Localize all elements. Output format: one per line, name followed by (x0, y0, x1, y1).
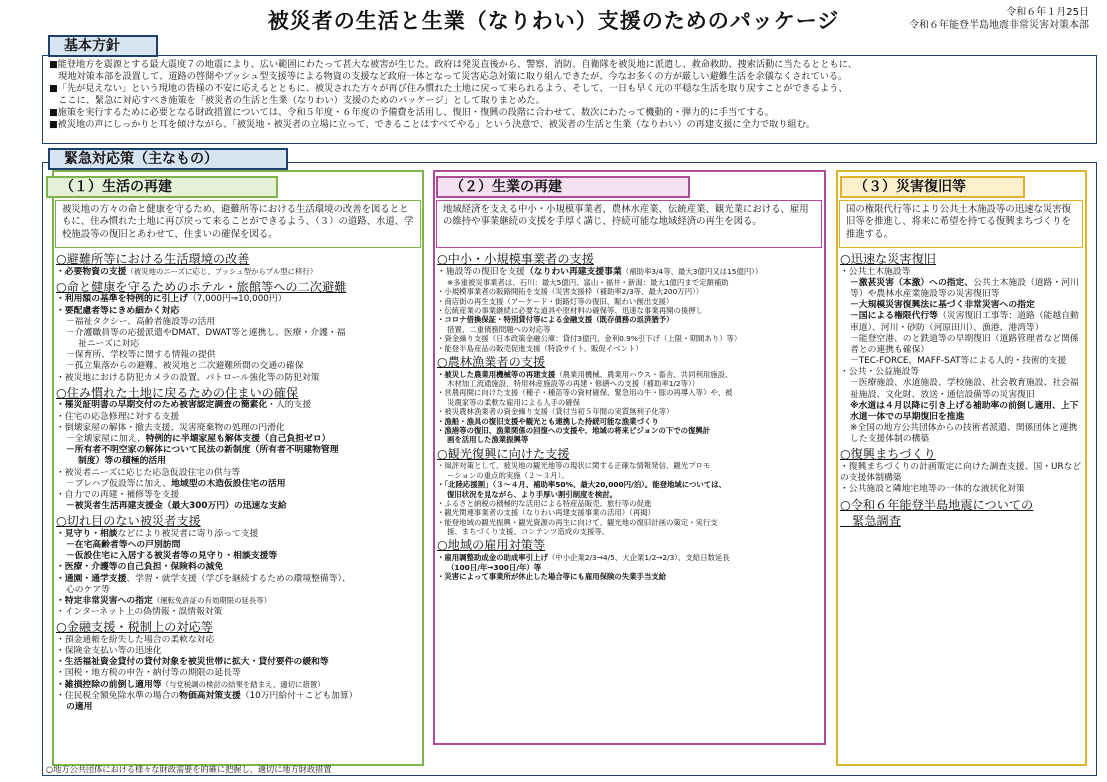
item: ・施設等の復旧を支援 (437, 266, 525, 277)
item-emph: （なりわい再建支援事業 (524, 266, 622, 277)
column-1-heading: （１）生活の再建 (46, 176, 278, 198)
policy-line: 現地対策本部を設置して、道路の啓開やプッシュ型支援等による物資の支援など政府一体となって災害応急対策に取り組んできたが、今なお多くの方が厳しい避難生活を余儀なくされている。 (49, 71, 848, 83)
column-2-heading: （２）生業の再建 (436, 176, 690, 198)
item-emph: 地域型の木造仮設住宅の活用 (171, 478, 286, 489)
item-emph: 漁業関係の回復への支援や、地域の将来ビジョンの下での復興計 (496, 425, 711, 435)
item: ・伝統産業の事業継続に必要な道具や原材料の確保等、迅速な事業再開の後押し (437, 305, 704, 315)
item-note: ※多重被災事業者は、石川：最大5億円、富山・福井・新潟：最大1億円まで定額補助 (447, 277, 729, 287)
subsection-heading: ○命と健康を守るためのホテル・旅館等への二次避難 (56, 279, 347, 294)
item: －所有者不明空家の解体について民法の新制度（所有者不明建物管理 (66, 445, 339, 456)
item: －全壊家屋に加え、 (66, 433, 146, 444)
item: 災農家等の柔軟な雇用による人手の確保 (447, 397, 581, 407)
item: ・復興まちづくりの計画策定に向けた調査支援、国・URなどの支援体制構築 (840, 462, 1082, 484)
item: －大規模災害復興法に基づく非常災害への指定 (850, 300, 1035, 311)
item: の適用 (66, 701, 93, 712)
item: ・漁港等の復旧、 (437, 425, 497, 435)
item: ・被災地における防犯カメラの設置、パトロール強化等の防犯対策 (56, 372, 320, 383)
item-note: ・人的支援 (267, 400, 312, 411)
item-note: 、学習・就学支援（学びを継続するための環境整備等）、 (126, 573, 351, 584)
column-1-intro: 被災地の方々の命と健康を守るため、避難所等における生活環境の改善を図るとともに、住み慣れた土地に再び戻って来ることができるよう、（３）の道路、水道、学校施設等の復旧とあわせて、住まいの確保を図る。 (55, 200, 421, 248)
item-emph: 特例的に半壊家屋も解体支援（自己負担ゼロ） (145, 433, 331, 444)
item: ・預金通帳を紛失した場合の柔軟な対応 (56, 634, 215, 645)
item-emph: 物価高対策支援 (179, 690, 241, 701)
item: ・公共施設と隣地宅地等の一体的な液状化対策 (840, 484, 1025, 495)
item-note: 木材加工流通施設、特用林産施設等の再建・修繕への支援（補助率1/2等）） (447, 378, 700, 388)
item: －プレハブ仮設等に加え、 (66, 478, 172, 489)
item: 心のケア等 (66, 584, 110, 595)
item: －仮設住宅に入居する被災者等の見守り・相談支援等 (66, 551, 278, 562)
item: ・被災農林漁業者の資金繰り支援（貸付当初５年間の実質無利子化等） (437, 407, 674, 417)
item: ・住民税全額免除水準の場合の (56, 690, 180, 701)
item: ・雑損控除の前倒し適用等 (56, 679, 162, 690)
column-2-content (437, 250, 823, 581)
subsection-heading: ○住み慣れた土地に戻るための住まいの確保 (56, 385, 299, 400)
column-3-intro: 国の権限代行等により公共土木施設等の迅速な災害復旧等を推進し、将来に希望を持てる復興まちづくりを推進する。 (839, 200, 1083, 248)
item: －激甚災害（本激）への指定、 (850, 277, 974, 288)
footnote: ○地方公共団体における様々な財政需要を的確に把握し、適切に地方財政措置 (46, 764, 332, 774)
subsection-heading: ○迅速な災害復旧 (840, 252, 936, 266)
policy-line: ■「先が見えない」という現地の皆様の不安に応えるとともに、被災された方々が再び住み慣れた土地に戻って来られるよう、そして、一日も早く元の平穏な生活を取り戻すことができるよう、 (49, 83, 848, 95)
item: ・ふるさと納税の積極的な活用による特産品販売、旅行等の促進 (437, 498, 652, 508)
item: ・商店街の再生支援（アーケード・街路灯等の復旧、賑わい創出支援） (437, 296, 674, 306)
subsection-heading: ○中小・小規模事業者の支援 (437, 252, 594, 266)
item-note: （補助率3/4等、最大3億円又は15億円）） (621, 266, 763, 276)
item: ・必要物資の支援 (56, 266, 127, 277)
item: ・国税・地方税の申告・納付等の期限の延長等 (56, 668, 241, 679)
item-note: （与党税調の検討の結果を踏まえ、適切に措置） (161, 679, 325, 689)
item: ・被災者ニーズに応じた応急仮設住宅の供与等 (56, 467, 241, 478)
item: ・災害によって事業所が休止した場合等にも雇用保険の失業手当支給 (437, 571, 667, 581)
item-note: （10万円給付＋こども加算） (240, 690, 358, 701)
item-note: （7,000円⇒10,000円） (187, 294, 287, 305)
column-3-content (840, 250, 1083, 529)
item: ・自力での再建・補修等を支援 (56, 489, 180, 500)
item: ・生活福祉資金貸付の貸付対象を被災世帯に拡大・貸付要件の緩和等 (56, 657, 329, 668)
item: ・被災した農業用機械等の再建支援 (437, 369, 556, 379)
item: ・見守り・相談 (56, 528, 118, 539)
item: ・能登半島産品の販売促進支援（特設サイト、販促イベント） (437, 343, 643, 353)
subsection-heading: ○復興まちづくり (840, 447, 936, 462)
subsection-heading: ○農林漁業者の支援 (437, 354, 546, 369)
dateline (909, 6, 1089, 32)
date-text: 令和６年１月25日 (1006, 7, 1089, 18)
item: ・保険金支払い等の迅速化 (56, 646, 162, 657)
emergency-header: 緊急対応策（主なもの） (48, 148, 288, 170)
item: ・小規模事業者の販路開拓を支援（災害支援枠（補助率2/3等、最大200万円）） (437, 287, 704, 297)
item-emph: や観光とも連携した持続可能な漁業づくり (518, 416, 659, 426)
policy-line: ■被災地の声にしっかりと耳を傾けながら、「被災地・被災者の立場に立って、できることはすべてやる」という決意で、被災者の生活と生業（なりわい）の再建支援に全力で取り組む。 (49, 119, 816, 131)
item: ・「北陸応援割」 (437, 480, 493, 490)
page-title: 被災者の生活と生業（なりわい）支援のためのパッケージ (267, 9, 840, 33)
item: －能登空港、のと鉄道等の早期復旧（道路管理者など関係者との連携も確保） (850, 333, 1079, 355)
item-note: などにより被災者に寄り添って支援 (117, 528, 259, 539)
item: ※水道は４月以降に引き上げる補助率の前倒し適用、上下水道一体での早期復旧を推進 (850, 400, 1079, 422)
item: 画を活用した漁業振興等 (447, 435, 529, 445)
item: －医療施設、水道施設、学校施設、社会教育施設、社会福祉施設、文化財、放送・通信設備等の災害復旧 (850, 378, 1079, 400)
item: ーションの重点的実施（２～３月）。 (447, 470, 569, 480)
subsection-heading: ○金融支援・税制上の対応等 (56, 620, 213, 635)
item: ・コロナ借換保証・特別貸付等による金融支援（既存債務の返済猶予） (437, 315, 674, 325)
item: －福祉タクシー、高齢者施設等の活用 (66, 316, 216, 327)
item: －在宅高齢者等への戸別訪問 (66, 540, 181, 550)
item: ・通園・通学支援 (56, 573, 127, 584)
subsection-heading: 緊急調査 (840, 514, 901, 529)
item: ・特定非常災害への指定 (56, 595, 153, 606)
item: ・倒壊家屋の解体・撤去支援、災害廃棄物の処理の円滑化 (56, 422, 285, 433)
item-note: 公共土木施設（道路・河川等）や農林水産業施設等の災害復旧等 (850, 277, 1079, 299)
item: －TEC-FORCE、MAFF-SAT等による人的・技術的支援 (850, 356, 1067, 367)
policy-line: ■能登地方を震源とする最大震度７の地震により、広い範囲にわたって甚大な被害が生じた。政府は発災直後から、警察、消防、自衛隊を被災地に派遣し、救命救助、捜索活動に当たるとともに、 (49, 59, 857, 70)
item: ・要配慮者等にきめ細かく対応 (56, 305, 180, 316)
item: 援、まちづくり支援、コンテンツ造成の支援等。 (447, 527, 610, 537)
item: ・公共・公益施設等 (840, 367, 920, 378)
subsection-heading: ○切れ目のない被災者支援 (56, 514, 201, 529)
item: （100日/年→300日/年）等 (447, 562, 542, 572)
item: ・公共土木施設等 (840, 266, 911, 277)
column-1-content (56, 250, 422, 713)
item: ・資金繰り支援（日本政策金融公庫：貸付3億円、金利0.9%引下げ（上限・期間あり）等） (437, 334, 742, 344)
subsection-heading: ○観光復興に向けた支援 (437, 446, 570, 461)
subsection-heading: ○避難所等における生活環境の改善 (56, 252, 250, 266)
item: －孤立集落からの避難、被災地と二次避難所間の交通の確保 (66, 361, 304, 372)
item-note: （運転免許証の有効期限の延長等） (152, 595, 272, 605)
item-note: （農業用機械、農業用ハウス・畜舎、共同利用施設、 (555, 369, 733, 379)
item: ・漁船・漁具の復旧支援 (437, 416, 519, 426)
policy-box (42, 55, 1097, 144)
item: ・風評対策として、被災地の観光地等の現状に関する正確な情報発信、観光プロモ (437, 461, 711, 471)
column-3-heading: （３）災害復旧等 (840, 176, 1025, 198)
item: －国による権限代行等 (850, 311, 938, 322)
item: ・観光関連事業者の支援（なりわい再建支援事業の活用）（再掲） (437, 508, 656, 518)
item: ・インターネット上の偽情報・誤情報対策 (56, 607, 223, 618)
item: ・住宅の応急修理に対する支援 (56, 411, 180, 422)
item: 祉ニーズに対応 (78, 339, 140, 350)
item: －介護職員等の応援派遣やDMAT、DWAT等と連携し、医療・介護・福 (66, 327, 346, 338)
item: －被災者生活再建支援金（最大300万円）の迅速な支給 (66, 501, 287, 512)
item: ・利用額の基準を特例的に引上げ (56, 294, 188, 305)
column-2-intro: 地域経済を支える中小・小規模事業者、農林水産業、伝統産業、観光業における、雇用の維持や事業継続の支援を手厚く講じ、持続可能な地域経済の再生を図る。 (436, 200, 822, 248)
policy-line: ここに、緊急に対応すべき施策を「被災者の生活と生業（なりわい）支援のためのパッケージ」として取りまとめた。 (49, 95, 545, 107)
org-text: 令和６年能登半島地震非常災害対策本部 (909, 20, 1089, 31)
item-note: （被災地のニーズに応じ、プッシュ型からプル型に移行） (126, 266, 318, 276)
item-note: （中小企業2/3→4/5、大企業1/2→2/3）、支給日数延長 (547, 553, 730, 563)
item: ・能登地域の観光振興・観光資源の再生に向けて、観光地の復旧計画の策定・実行支 (437, 517, 718, 527)
item: ・罹災証明書の早期交付のため被害認定調査の簡素化 (56, 400, 268, 411)
subsection-heading: ○令和６年能登半島地震についての (840, 497, 1034, 512)
item: ※全国の地方公共団体からの技術者派遣、関係団体と連携した支援体制の構築 (850, 423, 1078, 445)
policy-header: 基本方針 (48, 35, 158, 57)
item: ・営農再開に向けた支援（種子・種苗等の資材確保、緊急用の牛・豚の再導入等）や、被 (437, 388, 733, 398)
item: ・医療・介護等の自己負担・保険料の減免 (56, 562, 224, 573)
item: 制度）等の積極的活用 (78, 456, 166, 467)
item: ・雇用調整助成金の助成率引上げ (437, 553, 548, 563)
subsection-heading: ○地域の雇用対策等 (437, 538, 546, 553)
item: 復旧状況を見ながら、より手厚い割引制度を検討。 (447, 489, 617, 499)
item-note: （災害復旧工事等：道路（能越自動車道）、河川・砂防（河原田川）、漁港、港湾等） (850, 311, 1079, 333)
item: 措置、二重債務問題への対応等 (447, 324, 551, 334)
policy-line: ■施策を実行するために必要となる財政措置については、令和５年度・６年度の予備費を活用し、復旧・復興の段階に合わせて、数次にわたって機動的・弾力的に手当てする。 (49, 107, 774, 119)
item-note: （３～４月、補助率50%、最大20,000円/泊）。能登地域については、 (492, 480, 726, 490)
item: －保育所、学校等に関する情報の提供 (66, 350, 216, 361)
